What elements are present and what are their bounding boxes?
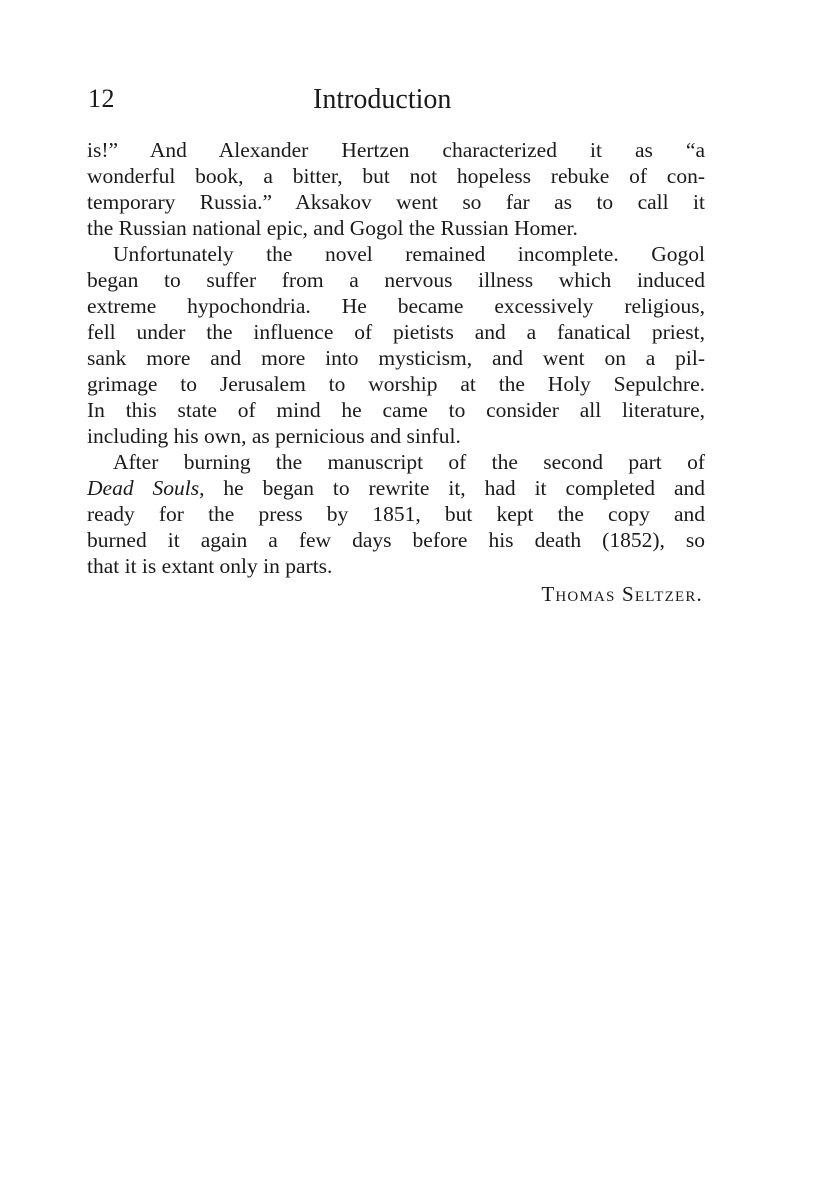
text-line: After burning the manuscript of the second part of — [113, 450, 705, 474]
book-title: Dead Souls, — [87, 476, 205, 500]
author-signature: Thomas Seltzer. — [541, 582, 703, 606]
text-line: the Russian national epic, and Gogol the Russian Homer. — [87, 216, 578, 240]
paragraph — [87, 241, 705, 449]
paragraph — [87, 449, 705, 579]
text-line: wonderful book, a bitter, but not hopeless rebuke of con- — [87, 164, 705, 188]
text-line: ready for the press by 1851, but kept the copy and — [87, 502, 705, 526]
text-line: fell under the influence of pietists and a fanatical priest, — [87, 320, 705, 344]
text-fragment: he began to rewrite it, had it completed and — [204, 476, 705, 500]
text-line: began to suffer from a nervous illness which induced — [87, 268, 705, 292]
text-line: that it is extant only in parts. — [87, 554, 333, 578]
text-line: extreme hypochondria. He became excessively religious, — [87, 294, 705, 318]
text-line: is!” And Alexander Hertzen characterized it as “a — [87, 138, 705, 162]
text-line: sank more and more into mysticism, and went on a pil- — [87, 346, 705, 370]
text-line: burned it again a few days before his death (1852), so — [87, 528, 705, 552]
page-header — [88, 84, 708, 120]
text-line: Unfortunately the novel remained incomplete. Gogol — [113, 242, 705, 266]
body-text — [87, 137, 705, 609]
text-line — [87, 475, 705, 501]
page-number: 12 — [88, 84, 115, 113]
text-line: grimage to Jerusalem to worship at the Holy Sepulchre. — [87, 372, 705, 396]
text-line: temporary Russia.” Aksakov went so far as to call it — [87, 190, 705, 214]
running-head: Introduction — [313, 84, 452, 115]
text-line: In this state of mind he came to consider all literature, — [87, 398, 705, 422]
text-line: including his own, as pernicious and sinful. — [87, 424, 461, 448]
paragraph — [87, 137, 705, 241]
